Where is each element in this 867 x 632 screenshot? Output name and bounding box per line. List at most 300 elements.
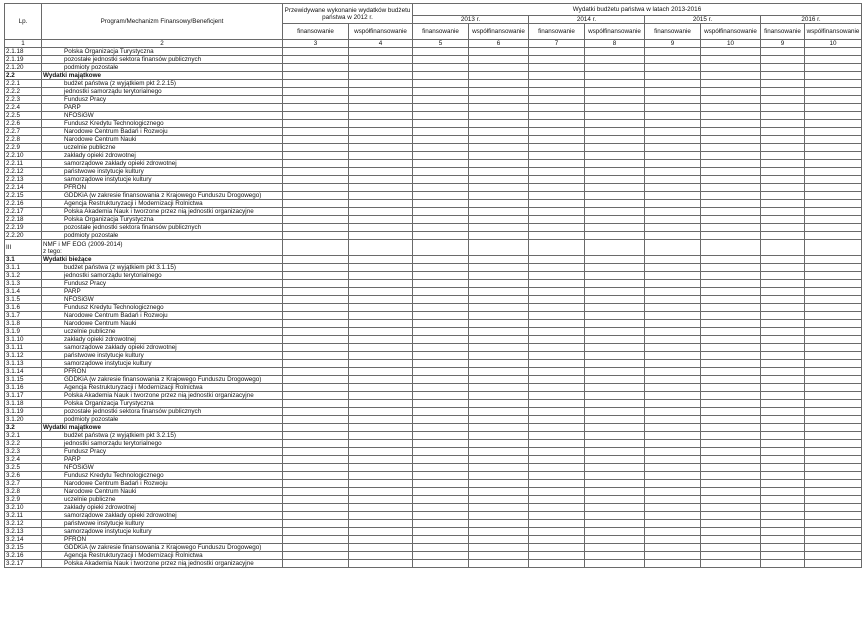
value-cell: [349, 112, 413, 120]
value-cell: [645, 160, 701, 168]
row-label: Narodowe Centrum Badań i Rozwoju: [42, 480, 283, 488]
value-cell: [645, 344, 701, 352]
value-cell: [701, 144, 761, 152]
value-cell: [413, 416, 469, 424]
value-cell: [349, 176, 413, 184]
value-cell: [761, 448, 805, 456]
value-cell: [805, 152, 862, 160]
value-cell: [529, 168, 585, 176]
value-cell: [349, 488, 413, 496]
value-cell: [585, 280, 645, 288]
value-cell: [283, 48, 349, 56]
value-cell: [701, 448, 761, 456]
row-number: 3.1.18: [5, 400, 42, 408]
value-cell: [529, 56, 585, 64]
value-cell: [469, 352, 529, 360]
value-cell: [529, 376, 585, 384]
row-number: 3.1.13: [5, 360, 42, 368]
value-cell: [529, 472, 585, 480]
value-cell: [805, 480, 862, 488]
value-cell: [701, 304, 761, 312]
value-cell: [645, 168, 701, 176]
value-cell: [585, 328, 645, 336]
value-cell: [805, 536, 862, 544]
value-cell: [529, 528, 585, 536]
header-financing: finansowanie: [413, 24, 469, 40]
row-label: PFRON: [42, 536, 283, 544]
value-cell: [701, 368, 761, 376]
value-cell: [645, 96, 701, 104]
value-cell: [761, 56, 805, 64]
value-cell: [701, 512, 761, 520]
value-cell: [805, 168, 862, 176]
value-cell: [645, 336, 701, 344]
table-row: [5, 224, 862, 232]
value-cell: [413, 296, 469, 304]
value-cell: [529, 440, 585, 448]
table-row: [5, 136, 862, 144]
value-cell: [413, 496, 469, 504]
value-cell: [585, 448, 645, 456]
value-cell: [645, 48, 701, 56]
value-cell: [701, 272, 761, 280]
row-number: 3.2.14: [5, 536, 42, 544]
row-label-line: z tego:: [43, 247, 62, 255]
table-row: [5, 320, 862, 328]
value-cell: [283, 368, 349, 376]
value-cell: [283, 72, 349, 80]
value-cell: [761, 560, 805, 568]
value-cell: [761, 296, 805, 304]
value-cell: [349, 336, 413, 344]
value-cell: [805, 56, 862, 64]
value-cell: [283, 432, 349, 440]
table-row: [5, 368, 862, 376]
header-financing: finansowanie: [761, 24, 805, 40]
value-cell: [469, 120, 529, 128]
value-cell: [349, 168, 413, 176]
value-cell: [761, 352, 805, 360]
value-cell: [805, 400, 862, 408]
row-number: 3.2.17: [5, 560, 42, 568]
value-cell: [701, 384, 761, 392]
value-cell: [529, 384, 585, 392]
table-row: [5, 344, 862, 352]
table-row: [5, 408, 862, 416]
value-cell: [761, 384, 805, 392]
value-cell: [701, 96, 761, 104]
value-cell: [585, 544, 645, 552]
value-cell: [529, 400, 585, 408]
value-cell: [529, 112, 585, 120]
value-cell: [645, 88, 701, 96]
row-label: NFOŚiGW: [42, 296, 283, 304]
value-cell: [529, 240, 585, 256]
value-cell: [469, 408, 529, 416]
value-cell: [413, 192, 469, 200]
value-cell: [413, 312, 469, 320]
value-cell: [529, 488, 585, 496]
value-cell: [283, 144, 349, 152]
row-label: Narodowe Centrum Badań i Rozwoju: [42, 312, 283, 320]
table-row: [5, 208, 862, 216]
row-label: Narodowe Centrum Nauki: [42, 136, 283, 144]
value-cell: [585, 192, 645, 200]
value-cell: [585, 64, 645, 72]
value-cell: [413, 256, 469, 264]
value-cell: [529, 224, 585, 232]
value-cell: [701, 488, 761, 496]
value-cell: [585, 496, 645, 504]
value-cell: [701, 192, 761, 200]
value-cell: [645, 216, 701, 224]
table-row: [5, 232, 862, 240]
row-label: podmioty pozostałe: [42, 416, 283, 424]
value-cell: [701, 328, 761, 336]
table-row: [5, 216, 862, 224]
value-cell: [645, 232, 701, 240]
value-cell: [413, 160, 469, 168]
value-cell: [469, 152, 529, 160]
value-cell: [469, 360, 529, 368]
value-cell: [701, 536, 761, 544]
value-cell: [585, 304, 645, 312]
value-cell: [469, 168, 529, 176]
value-cell: [585, 352, 645, 360]
value-cell: [701, 400, 761, 408]
row-number: 2.1.19: [5, 56, 42, 64]
row-label: zakłady opieki zdrowotnej: [42, 504, 283, 512]
value-cell: [761, 264, 805, 272]
value-cell: [585, 168, 645, 176]
value-cell: [701, 80, 761, 88]
value-cell: [283, 264, 349, 272]
row-label: Fundusz Kredytu Technologicznego: [42, 304, 283, 312]
row-label: GDDKiA (w zakresie finansowania z Krajowego Funduszu Drogowego): [42, 192, 283, 200]
value-cell: [283, 408, 349, 416]
value-cell: [349, 352, 413, 360]
value-cell: [761, 112, 805, 120]
value-cell: [805, 192, 862, 200]
value-cell: [469, 176, 529, 184]
value-cell: [761, 464, 805, 472]
value-cell: [761, 160, 805, 168]
header-year-2016: 2016 r.: [761, 16, 862, 24]
table-row: [5, 168, 862, 176]
value-cell: [469, 512, 529, 520]
value-cell: [529, 304, 585, 312]
row-label: samorządowe zakłady opieki zdrowotnej: [42, 512, 283, 520]
value-cell: [469, 144, 529, 152]
row-number: 2.2: [5, 72, 42, 80]
value-cell: [701, 160, 761, 168]
value-cell: [805, 224, 862, 232]
value-cell: [529, 128, 585, 136]
value-cell: [413, 560, 469, 568]
value-cell: [413, 120, 469, 128]
header-year-2013: 2013 r.: [413, 16, 529, 24]
value-cell: [469, 416, 529, 424]
value-cell: [283, 544, 349, 552]
value-cell: [761, 80, 805, 88]
value-cell: [349, 400, 413, 408]
value-cell: [283, 184, 349, 192]
value-cell: [645, 440, 701, 448]
value-cell: [283, 512, 349, 520]
value-cell: [529, 120, 585, 128]
value-cell: [805, 240, 862, 256]
header-cofinancing: współfinansowanie: [701, 24, 761, 40]
value-cell: [413, 448, 469, 456]
table-row: [5, 96, 862, 104]
value-cell: [469, 504, 529, 512]
value-cell: [645, 176, 701, 184]
table-row: [5, 288, 862, 296]
value-cell: [761, 512, 805, 520]
value-cell: [761, 232, 805, 240]
value-cell: [349, 272, 413, 280]
value-cell: [761, 184, 805, 192]
table-row: [5, 456, 862, 464]
value-cell: [283, 312, 349, 320]
value-cell: [585, 456, 645, 464]
row-number: 3.2.4: [5, 456, 42, 464]
value-cell: [529, 160, 585, 168]
row-number: 3.1.1: [5, 264, 42, 272]
value-cell: [761, 544, 805, 552]
value-cell: [469, 272, 529, 280]
value-cell: [469, 72, 529, 80]
value-cell: [585, 184, 645, 192]
value-cell: [761, 504, 805, 512]
table-row: [5, 72, 862, 80]
value-cell: [805, 136, 862, 144]
value-cell: [805, 296, 862, 304]
table-row: [5, 336, 862, 344]
value-cell: [701, 520, 761, 528]
value-cell: [283, 480, 349, 488]
value-cell: [761, 528, 805, 536]
value-cell: [413, 544, 469, 552]
value-cell: [529, 72, 585, 80]
value-cell: [805, 520, 862, 528]
value-cell: [585, 320, 645, 328]
row-number: 3.2.7: [5, 480, 42, 488]
value-cell: [349, 256, 413, 264]
value-cell: [585, 536, 645, 544]
value-cell: [805, 504, 862, 512]
value-cell: [283, 272, 349, 280]
header-financing: finansowanie: [645, 24, 701, 40]
table-row: [5, 560, 862, 568]
value-cell: [805, 344, 862, 352]
value-cell: [645, 72, 701, 80]
table-row: [5, 120, 862, 128]
value-cell: [701, 392, 761, 400]
row-number: 3.2.9: [5, 496, 42, 504]
value-cell: [645, 64, 701, 72]
value-cell: [585, 176, 645, 184]
value-cell: [283, 472, 349, 480]
value-cell: [585, 384, 645, 392]
value-cell: [805, 512, 862, 520]
row-number: 2.2.2: [5, 88, 42, 96]
column-number: 9: [645, 40, 701, 48]
value-cell: [529, 448, 585, 456]
value-cell: [283, 104, 349, 112]
value-cell: [413, 536, 469, 544]
row-label: Agencja Restrukturyzacji i Modernizacji Rolnictwa: [42, 200, 283, 208]
value-cell: [761, 64, 805, 72]
row-number: 3.1.4: [5, 288, 42, 296]
value-cell: [469, 136, 529, 144]
value-cell: [283, 360, 349, 368]
table-row: [5, 304, 862, 312]
value-cell: [469, 88, 529, 96]
value-cell: [761, 368, 805, 376]
value-cell: [283, 168, 349, 176]
value-cell: [283, 384, 349, 392]
value-cell: [349, 280, 413, 288]
table-row: [5, 496, 862, 504]
value-cell: [413, 128, 469, 136]
value-cell: [283, 216, 349, 224]
table-row: [5, 464, 862, 472]
value-cell: [645, 528, 701, 536]
table-row: [5, 472, 862, 480]
value-cell: [645, 80, 701, 88]
value-cell: [585, 416, 645, 424]
table-row: [5, 56, 862, 64]
column-number: 8: [585, 40, 645, 48]
row-label-line: NMF i MF EOG (2009-2014): [43, 240, 123, 248]
value-cell: [469, 392, 529, 400]
value-cell: [645, 112, 701, 120]
value-cell: [469, 48, 529, 56]
value-cell: [413, 208, 469, 216]
value-cell: [413, 232, 469, 240]
value-cell: [349, 384, 413, 392]
value-cell: [645, 392, 701, 400]
value-cell: [469, 280, 529, 288]
row-label: Fundusz Pracy: [42, 280, 283, 288]
value-cell: [469, 344, 529, 352]
table-row: [5, 440, 862, 448]
value-cell: [283, 176, 349, 184]
value-cell: [349, 144, 413, 152]
value-cell: [585, 528, 645, 536]
value-cell: [283, 440, 349, 448]
value-cell: [645, 192, 701, 200]
table-row: [5, 480, 862, 488]
value-cell: [701, 232, 761, 240]
table-row: [5, 160, 862, 168]
value-cell: [529, 176, 585, 184]
value-cell: [701, 312, 761, 320]
value-cell: [645, 504, 701, 512]
value-cell: [645, 488, 701, 496]
value-cell: [805, 48, 862, 56]
row-number: 3.1.10: [5, 336, 42, 344]
header-spending-2013-2016: Wydatki budżetu państwa w latach 2013-2016: [413, 4, 862, 16]
value-cell: [585, 48, 645, 56]
value-cell: [761, 88, 805, 96]
value-cell: [805, 288, 862, 296]
value-cell: [761, 48, 805, 56]
column-number: 10: [701, 40, 761, 48]
value-cell: [413, 288, 469, 296]
row-label: uczelnie publiczne: [42, 328, 283, 336]
table-row: [5, 376, 862, 384]
value-cell: [413, 64, 469, 72]
value-cell: [529, 512, 585, 520]
table-row: [5, 384, 862, 392]
row-number: 2.1.18: [5, 48, 42, 56]
row-label: zakłady opieki zdrowotnej: [42, 152, 283, 160]
value-cell: [283, 376, 349, 384]
value-cell: [283, 352, 349, 360]
value-cell: [761, 152, 805, 160]
row-number: 3.1.16: [5, 384, 42, 392]
value-cell: [701, 464, 761, 472]
value-cell: [805, 216, 862, 224]
value-cell: [645, 352, 701, 360]
table-row: [5, 552, 862, 560]
value-cell: [585, 224, 645, 232]
value-cell: [805, 272, 862, 280]
value-cell: [283, 208, 349, 216]
value-cell: [349, 424, 413, 432]
value-cell: [805, 432, 862, 440]
value-cell: [645, 304, 701, 312]
value-cell: [529, 320, 585, 328]
value-cell: [529, 296, 585, 304]
row-number: 2.2.15: [5, 192, 42, 200]
row-number: 3.2.13: [5, 528, 42, 536]
row-label: Wydatki bieżące: [42, 256, 283, 264]
value-cell: [645, 432, 701, 440]
table-row: [5, 512, 862, 520]
row-number: 2.2.6: [5, 120, 42, 128]
value-cell: [761, 224, 805, 232]
value-cell: [701, 224, 761, 232]
table-row: [5, 432, 862, 440]
row-number: III: [5, 240, 42, 256]
value-cell: [585, 232, 645, 240]
value-cell: [805, 488, 862, 496]
value-cell: [283, 64, 349, 72]
row-number: 3.1.3: [5, 280, 42, 288]
value-cell: [585, 560, 645, 568]
value-cell: [701, 64, 761, 72]
value-cell: [585, 424, 645, 432]
value-cell: [469, 184, 529, 192]
value-cell: [805, 552, 862, 560]
table-row: [5, 48, 862, 56]
row-number: 2.2.17: [5, 208, 42, 216]
row-label: Narodowe Centrum Nauki: [42, 320, 283, 328]
value-cell: [805, 472, 862, 480]
row-number: 2.2.16: [5, 200, 42, 208]
value-cell: [701, 288, 761, 296]
value-cell: [349, 360, 413, 368]
value-cell: [349, 320, 413, 328]
value-cell: [701, 168, 761, 176]
value-cell: [413, 376, 469, 384]
value-cell: [529, 152, 585, 160]
value-cell: [701, 424, 761, 432]
value-cell: [761, 496, 805, 504]
